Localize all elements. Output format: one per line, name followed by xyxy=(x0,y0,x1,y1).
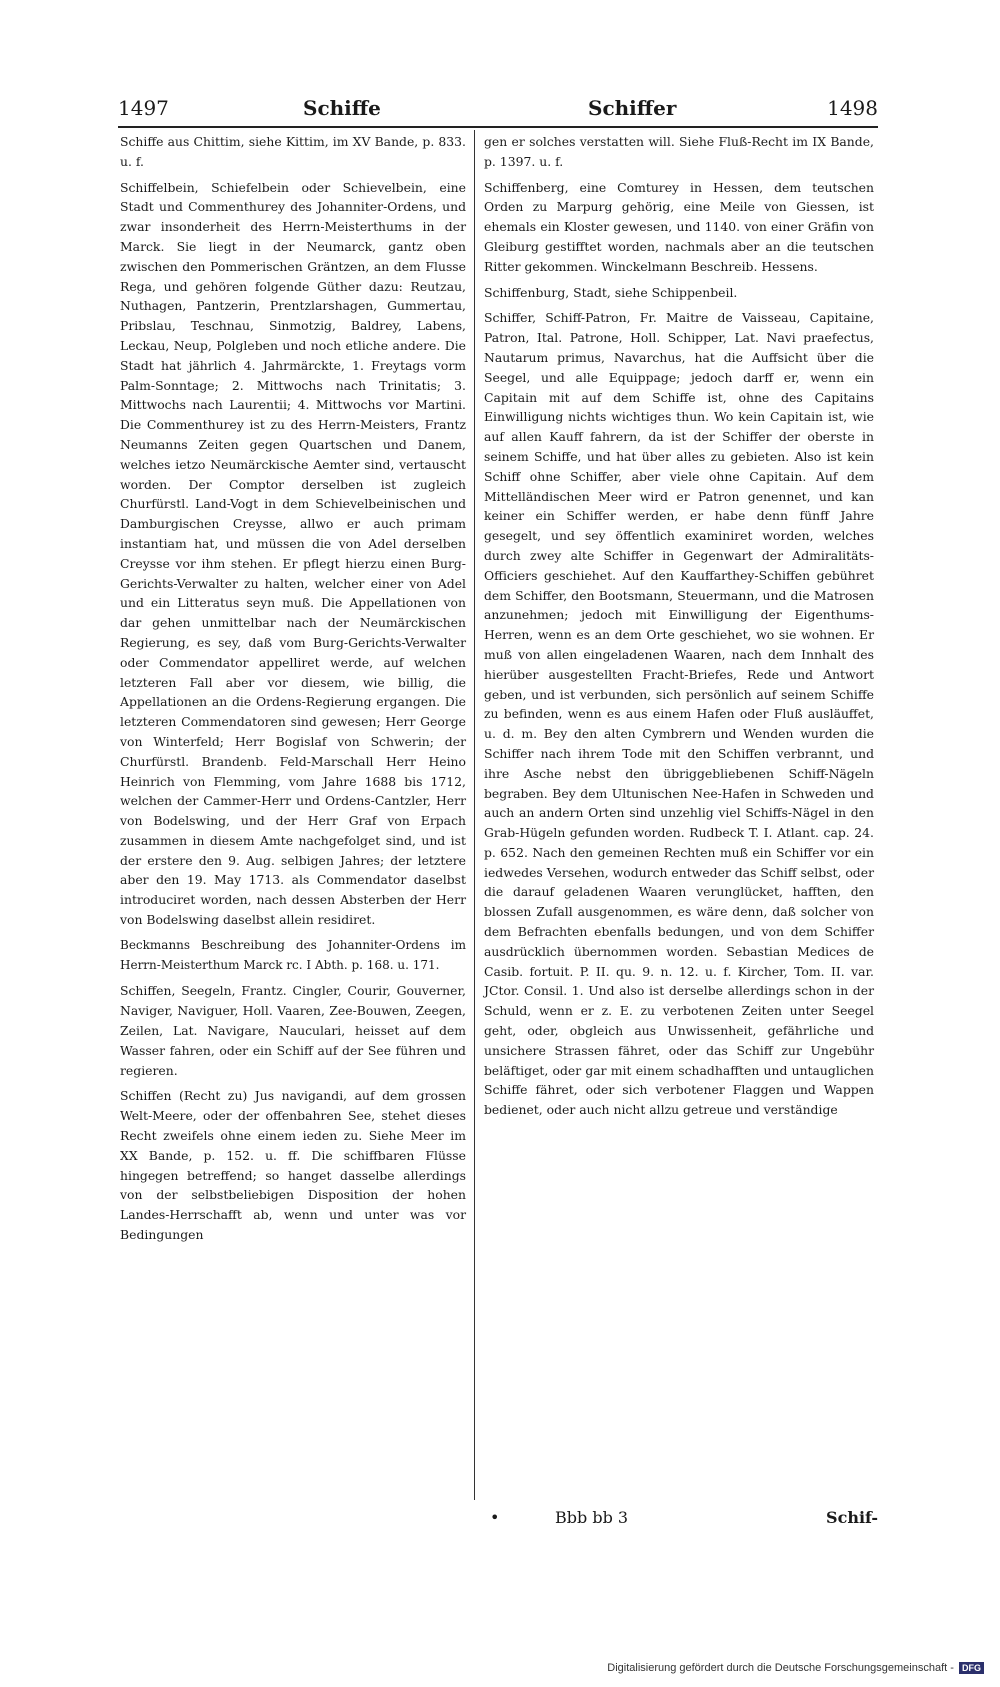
right-column xyxy=(484,132,874,1126)
running-head-right: Schiffer xyxy=(588,96,677,120)
entry-paragraph: Schiffelbein, Schiefelbein oder Schievelbein, eine Stadt und Commenthurey des Johanniter-Ordens, und zwar insonderheit des Herrn-Meisterthums in der Marck. Sie liegt in der Neumarck, gantz oben zwischen den Pommerischen Gräntzen, an dem Flusse Rega, und gehören folgende Güther dazu: Reutzau, Nuthagen, Pantzerin, Prentzlarshagen, Gummertau, Pribslau, Teschnau, Sinmotzig, Baldrey, Labens, Leckau, Neup, Polgleben und noch etliche andere. Die Stadt hat jährlich 4. Jahrmärckte, 1. Freytags vorm Palm-Sonntage; 2. Mittwochs nach Trinitatis; 3. Mittwochs nach Laurentii; 4. Mittwochs vor Martini. Die Commenthurey ist zu des Herrn-Meisters, Frantz Neumanns Zeiten gegen Quartschen und Danem, welches ietzo Neumärckische Aemter sind, vertauscht worden. Der Comptor derselben ist zugleich Churfürstl. Land-Vogt in dem Schievelbeinischen und Damburgischen Creysse, allwo er auch primam instantiam hat, und müssen die von Adel derselben Creysse vor ihm stehen. Er pflegt hierzu einen Burg-Gerichts-Verwalter zu halten, welcher einer von Adel und ein Litteratus seyn muß. Die Appellationen von dar gehen unmittelbar nach der Neumärckischen Regierung, es sey, daß vom Burg-Gerichts-Verwalter oder Commendator appelliret werde, auf welchen letzteren Fall aber vor diesem, wie billig, die Appellationen an die Ordens-Regierung ergangen. Die letzteren Commendatoren sind gewesen; Herr George von Winterfeld; Herr Bogislaf von Schwerin; der Churfürstl. Brandenb. Feld-Marschall Herr Heino Heinrich von Flemming, vom Jahre 1688 bis 1712, welchen der Cammer-Herr und Ordens-Cantzler, Herr von Bodelswing, und der Herr Graf von Erpach zusammen in diesem Amte nachgefolget sind, und ist der erstere den 9. Aug. selbigen Jahres; der letztere aber den 19. May 1713. als Commendator daselbst introduciret worden, nach dessen Absterben der Herr von Bodelswing daselbst allein residiret. xyxy=(120,179,466,928)
entry-paragraph: Beckmanns Beschreibung des Johanniter-Ordens im Herrn-Meisterthum Marck rc. I Abth. p. 168. u. 171. xyxy=(120,937,466,972)
left-column xyxy=(120,132,466,1251)
page-header xyxy=(118,92,878,126)
entry-paragraph: Schiffenberg, eine Comturey in Hessen, dem teutschen Orden zu Marpurg gehörig, eine Meile von Giessen, ist ehemals ein Kloster gewesen, und 1140. von einer Gräfin von Gleiburg gestifftet worden, nachmals aber an die teutschen Ritter gekommen. Winckelmann Beschreib. Hessens. xyxy=(484,179,874,274)
entry-paragraph: Schiffer, Schiff-Patron, Fr. Maitre de Vaisseau, Capitaine, Patron, Ital. Patrone, Holl. Schipper, Lat. Navi praefectus, Nautarum primus, Navarchus, hat die Auffsicht über die Seegel, und alle Equippage; jedoch darff er, wenn ein Capitain mit auf dem Schiffe ist, ohne des Capitains Einwilligung nichts wichtiges thun. Wo kein Capitain ist, wie auf allen Kauff fahrern, da ist der Schiffer der oberste in seinem Schiffe, und hat über alles zu gebieten. Also ist kein Schiff ohne Schiffer, aber viele ohne Capitain. Auf dem Mittelländischen Meer wird er Patron genennet, und kan keiner ein Schiffer werden, er habe denn fünff Jahre gesegelt, und sey öffentlich examiniret worden, welches durch zwey alte Schiffer in Gegenwart der Admiralitäts-Officiers geschiehet. Auf den Kauffarthey-Schiffen gebühret dem Schiffer, den Bootsmann, Steuermann, und die Matrosen anzunehmen; jedoch mit Einwilligung der Eigenthums-Herren, wenn es an dem Orte geschiehet, wo sie wohnen. Er muß von allen eingeladenen Waaren, nach dem Innhalt des hierüber ausgestellten Fracht-Briefes, Rede und Antwort geben, und ist verbunden, sich persönlich auf seinem Schiffe zu befinden, wenn es aus einem Hafen oder Fluß ausläuffet, u. d. m. Bey den alten Cymbrern und Wenden wurden die Schiffer nach ihrem Tode mit den Schiffen verbrannt, und ihre Asche nebst den übriggebliebenen Schiff-Nägeln begraben. Bey dem Ultunischen Nee-Hafen in Schweden und auch an andern Orten sind unzehlig viel Schiffs-Nägel in den Grab-Hügeln gefunden worden. Rudbeck T. I. Atlant. cap. 24. p. 652. Nach den gemeinen Rechten muß ein Schiffer vor ein iedwedes Versehen, wodurch entweder das Schiff selbst, oder die darauf geladenen Waaren verunglücket, hafften, den blossen Zufall ausgenommen, es wäre denn, daß solcher von dem Befrachten ebenfalls bedungen, und von dem Schiffer ausdrücklich übernommen worden. Sebastian Medices de Casib. fortuit. P. II. qu. 9. n. 12. u. f. Kircher, Tom. II. var. JCtor. Consil. 1. Und also ist derselbe allerdings schon in der Schuld, wenn er z. E. zu verbotenen Zeiten unter Seegel geht, oder, obgleich aus Unwissenheit, gefährliche und unsichere Strassen fähret, oder das Schiff zur Ungebühr beläftiget, oder gar mit einem schadhafften und untauglichen Schiffe fähret, oder sich verbotener Flaggen und Wappen bedienet, oder auch nicht allzu getreue und verständige xyxy=(484,310,874,1118)
entry-paragraph: gen er solches verstatten will. Siehe Fluß-Recht im IX Bande, p. 1397. u. f. xyxy=(484,134,874,169)
column-divider xyxy=(474,130,475,1500)
signature-dot: • xyxy=(490,1508,500,1527)
entry-paragraph: Schiffen, Seegeln, Frantz. Cingler, Courir, Gouverner, Naviger, Naviguer, Holl. Vaaren, Zee-Bouwen, Zeegen, Zeilen, Lat. Navigare, Nauculari, heisset auf dem Wasser fahren, oder ein Schiff auf der See führen und regieren. xyxy=(120,983,466,1078)
printer-signature: Bbb bb 3 xyxy=(555,1508,629,1527)
footer-text: Digitalisierung gefördert durch die Deutsche Forschungsgemeinschaft - xyxy=(607,1662,954,1674)
entry-paragraph: Schiffe aus Chittim, siehe Kittim, im XV Bande, p. 833. u. f. xyxy=(120,134,466,169)
dfg-logo-icon: DFG xyxy=(959,1662,984,1674)
header-rule xyxy=(118,126,878,128)
catchword: Schif- xyxy=(826,1508,878,1527)
running-head-left: Schiffe xyxy=(303,96,381,120)
entry-paragraph: Schiffenburg, Stadt, siehe Schippenbeil. xyxy=(484,284,738,300)
digitization-footer xyxy=(607,1662,984,1674)
page-number-right: 1498 xyxy=(827,96,878,120)
page-number-left: 1497 xyxy=(118,96,169,120)
entry-paragraph: Schiffen (Recht zu) Jus navigandi, auf dem grossen Welt-Meere, oder der offenbahren See, stehet dieses Recht zweifels ohne einem ieden zu. Siehe Meer im XX Bande, p. 152. u. ff. Die schiffbaren Flüsse hingegen betreffend; so hanget dasselbe allerdings von der selbstbeliebigen Disposition der hohen Landes-Herrschafft ab, wenn und unter was vor Bedingungen xyxy=(120,1088,466,1243)
